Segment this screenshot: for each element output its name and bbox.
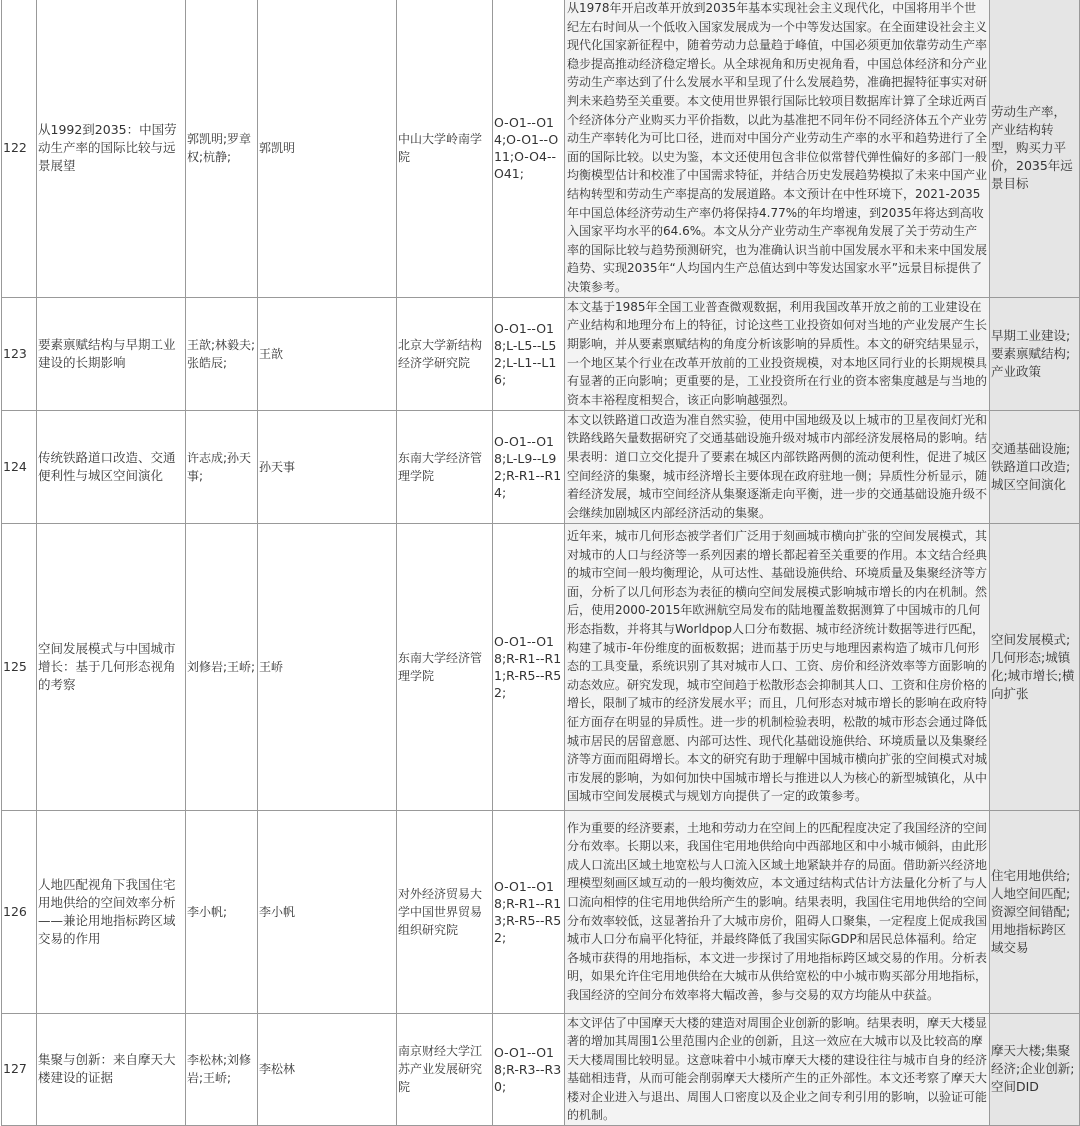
jel-codes: O-O1--O18;R-R3--R30;	[493, 1013, 565, 1126]
corresponding-author: 郭凯明	[258, 0, 397, 297]
table-row	[2, 297, 1080, 410]
corresponding-author: 孙天事	[258, 410, 397, 523]
paper-number: 125	[2, 523, 37, 810]
abstract: 近年来，城市几何形态被学者们广泛用于刻画城市横向扩张的空间发展模式，其对城市的人口与经济等一系列因素的增长都起着至关重要的作用。本文结合经典的城市空间一般均衡理论，从可达性、基础设施供给、环境质量及集聚经济等方面，分析了以几何形态为表征的横向空间发展模式影响城市增长的内在机制。然后，使用2000-2015年欧洲航空局发布的陆地覆盖数据测算了中国城市的几何形态指数，并将其与Worldpop人口分布数据、城市经济统计数据等进行匹配，构建了城市-年份维度的面板数据；进而基于历史与地理因素构造了城市几何形态的工具变量，系统识别了其对城市人口、工资、房价和经济效率等方面影响的动态效应。研究发现，城市空间趋于松散形态会抑制其人口、工资和住房价格的增长，限制了城市的经济发展水平；而且，几何形态对城市增长的影响在政府特征方面存在明显的异质性。进一步的机制检验表明，松散的城市形态会通过降低城市居民的居留意愿、内部可达性、现代化基础设施供给、环境质量以及集聚经济等方面而阻碍增长。本文的研究有助于理解中国城市横向扩张的空间模式对城市发展的影响，为如何加快中国城市增长与推进以人为核心的新型城镇化，从中国城市空间发展模式与规划方向提供了一定的政策参考。	[565, 523, 990, 810]
paper-authors: 郭凯明;罗章权;杭静;	[186, 0, 258, 297]
table-row	[2, 810, 1080, 1013]
abstract: 作为重要的经济要素，土地和劳动力在空间上的匹配程度决定了我国经济的空间分布效率。长期以来，我国住宅用地供给向中西部地区和中小城市倾斜，由此形成人口流出区域土地宽松与人口流入区域土地紧缺并存的局面。借助新兴经济地理模型刻画区域互动的一般均衡效应，本文通过结构式估计方法量化分析了与人口流向相悖的住宅用地供给所产生的影响。结果表明，我国住宅用地供给的空间分布效率较低，这显著抬升了大城市房价，阻碍人口聚集，一定程度上促成我国城市人口分布扁平化特征，并最终降低了我国实际GDP和居民总体福利。给定各城市获得的用地指标，本文进一步探讨了用地指标跨区域交易的作用。分析表明，如果允许住宅用地供给在大城市从供给宽松的中小城市购买部分用地指标，我国经济的空间分布效率将大幅改善，参与交易的双方均能从中获益。	[565, 810, 990, 1013]
abstract: 本文评估了中国摩天大楼的建造对周围企业创新的影响。结果表明，摩天大楼显著的增加其周围1公里范围内企业的创新，且这一效应在大城市以及比较高的摩天大楼周围比较明显。这意味着中小城市摩天大楼的建设往往与城市自身的经济基础相违背，从而可能会削弱摩天大楼所产生的正外部性。本文还考察了摩天大楼对企业进入与退出、周围人口密度以及企业之间专利引用的影响，以验证可能的机制。	[565, 1013, 990, 1126]
table-row	[2, 0, 1080, 297]
institution: 东南大学经济管理学院	[397, 523, 493, 810]
paper-table	[1, 0, 1080, 1126]
corresponding-author: 王歆	[258, 297, 397, 410]
paper-number: 126	[2, 810, 37, 1013]
corresponding-author: 王峤	[258, 523, 397, 810]
paper-title: 要素禀赋结构与早期工业建设的长期影响	[37, 297, 186, 410]
paper-authors: 李小帆;	[186, 810, 258, 1013]
institution: 对外经济贸易大学中国世界贸易组织研究院	[397, 810, 493, 1013]
paper-authors: 刘修岩;王峤;	[186, 523, 258, 810]
paper-authors: 李松林;刘修岩;王峤;	[186, 1013, 258, 1126]
keywords: 早期工业建设;要素禀赋结构;产业政策	[990, 297, 1080, 410]
paper-number: 122	[2, 0, 37, 297]
institution: 南京财经大学江苏产业发展研究院	[397, 1013, 493, 1126]
jel-codes: O-O1--O18;R-R1--R11;R-R5--R52;	[493, 523, 565, 810]
table-row	[2, 1013, 1080, 1126]
jel-codes: O-O1--O14;O-O1--O11;O-O4--O41;	[493, 0, 565, 297]
paper-title: 从1992到2035：中国劳动生产率的国际比较与远景展望	[37, 0, 186, 297]
keywords: 摩天大楼;集聚经济;企业创新;空间DID	[990, 1013, 1080, 1126]
institution: 北京大学新结构经济学研究院	[397, 297, 493, 410]
keywords: 劳动生产率，产业结构转型，购买力平价，2035年远景目标	[990, 0, 1080, 297]
paper-number: 127	[2, 1013, 37, 1126]
paper-title: 空间发展模式与中国城市增长：基于几何形态视角的考察	[37, 523, 186, 810]
keywords: 空间发展模式;几何形态;城镇化;城市增长;横向扩张	[990, 523, 1080, 810]
institution: 东南大学经济管理学院	[397, 410, 493, 523]
institution: 中山大学岭南学院	[397, 0, 493, 297]
paper-number: 123	[2, 297, 37, 410]
paper-authors: 许志成;孙天事;	[186, 410, 258, 523]
jel-codes: O-O1--O18;L-L5--L52;L-L1--L16;	[493, 297, 565, 410]
keywords: 住宅用地供给;人地空间匹配;资源空间错配;用地指标跨区域交易	[990, 810, 1080, 1013]
table-row	[2, 410, 1080, 523]
corresponding-author: 李小帆	[258, 810, 397, 1013]
abstract: 本文基于1985年全国工业普查微观数据，利用我国改革开放之前的工业建设在产业结构和地理分布上的特征，讨论这些工业投资如何对当地的产业发展产生长期影响，并从要素禀赋结构的角度分析该影响的异质性。本文的研究结果显示，一个地区某个行业在改革开放前的工业投资规模，对本地区同行业的长期规模具有显著的正向影响；更重要的是，工业投资所在行业的资本密集度越是与当地的资本丰裕程度相契合，该正向影响越强烈。	[565, 297, 990, 410]
abstract: 从1978年开启改革开放到2035年基本实现社会主义现代化，中国将用半个世纪左右时间从一个低收入国家发展成为一个中等发达国家。在全面建设社会主义现代化国家新征程中，随着劳动力总量趋于峰值，中国必须更加依靠劳动生产率稳步提高推动经济稳定增长。从全球视角和历史视角看，中国总体经济和分产业劳动生产率达到了什么发展水平和呈现了什么发展趋势，准确把握特征事实对研判未来趋势至关重要。本文使用世界银行国际比较项目数据库计算了全球近两百个经济体分产业购买力平价指数，以此为基准把不同年份不同经济体五个产业劳动生产率转化为可比口径，进而对中国分产业劳动生产率的水平和趋势进行了全面的国际比较。以史为鉴，本文还使用包含非位似常替代弹性偏好的多部门一般均衡模型估计和校准了中国需求特征，并结合历史发展趋势模拟了未来中国产业结构转型和劳动生产率提高的发展道路。本文预计在中性环境下，2021-2035年中国总体经济劳动生产率仍将保持4.77%的年均增速，到2035年将达到高收入国家平均水平的64.6%。本文从分产业劳动生产率视角发展了关于劳动生产率的国际比较与趋势预测研究，也为准确认识当前中国发展水平和未来中国发展趋势、实现2035年“人均国内生产总值达到中等发达国家水平”远景目标提供了决策参考。	[565, 0, 990, 297]
paper-number: 124	[2, 410, 37, 523]
jel-codes: O-O1--O18;L-L9--L92;R-R1--R14;	[493, 410, 565, 523]
keywords: 交通基础设施;铁路道口改造;城区空间演化	[990, 410, 1080, 523]
abstract: 本文以铁路道口改造为准自然实验，使用中国地级及以上城市的卫星夜间灯光和铁路线路矢量数据研究了交通基础设施升级对城市内部经济发展格局的影响。结果表明：道口立交化提升了要素在城区内部铁路两侧的流动便利性，促进了城区空间经济的集聚，城市经济增长主要体现在政府驻地一侧；异质性分析显示，随着经济发展，城市空间经济从集聚逐渐走向平衡，进一步的交通基础设施升级不会继续加剧城区内部经济活动的集聚。	[565, 410, 990, 523]
paper-authors: 王歆;林毅夫;张皓辰;	[186, 297, 258, 410]
jel-codes: O-O1--O18;R-R1--R13;R-R5--R52;	[493, 810, 565, 1013]
paper-title: 人地匹配视角下我国住宅用地供给的空间效率分析——兼论用地指标跨区域交易的作用	[37, 810, 186, 1013]
corresponding-author: 李松林	[258, 1013, 397, 1126]
paper-title: 传统铁路道口改造、交通便利性与城区空间演化	[37, 410, 186, 523]
paper-title: 集聚与创新：来自摩天大楼建设的证据	[37, 1013, 186, 1126]
table-row	[2, 523, 1080, 810]
